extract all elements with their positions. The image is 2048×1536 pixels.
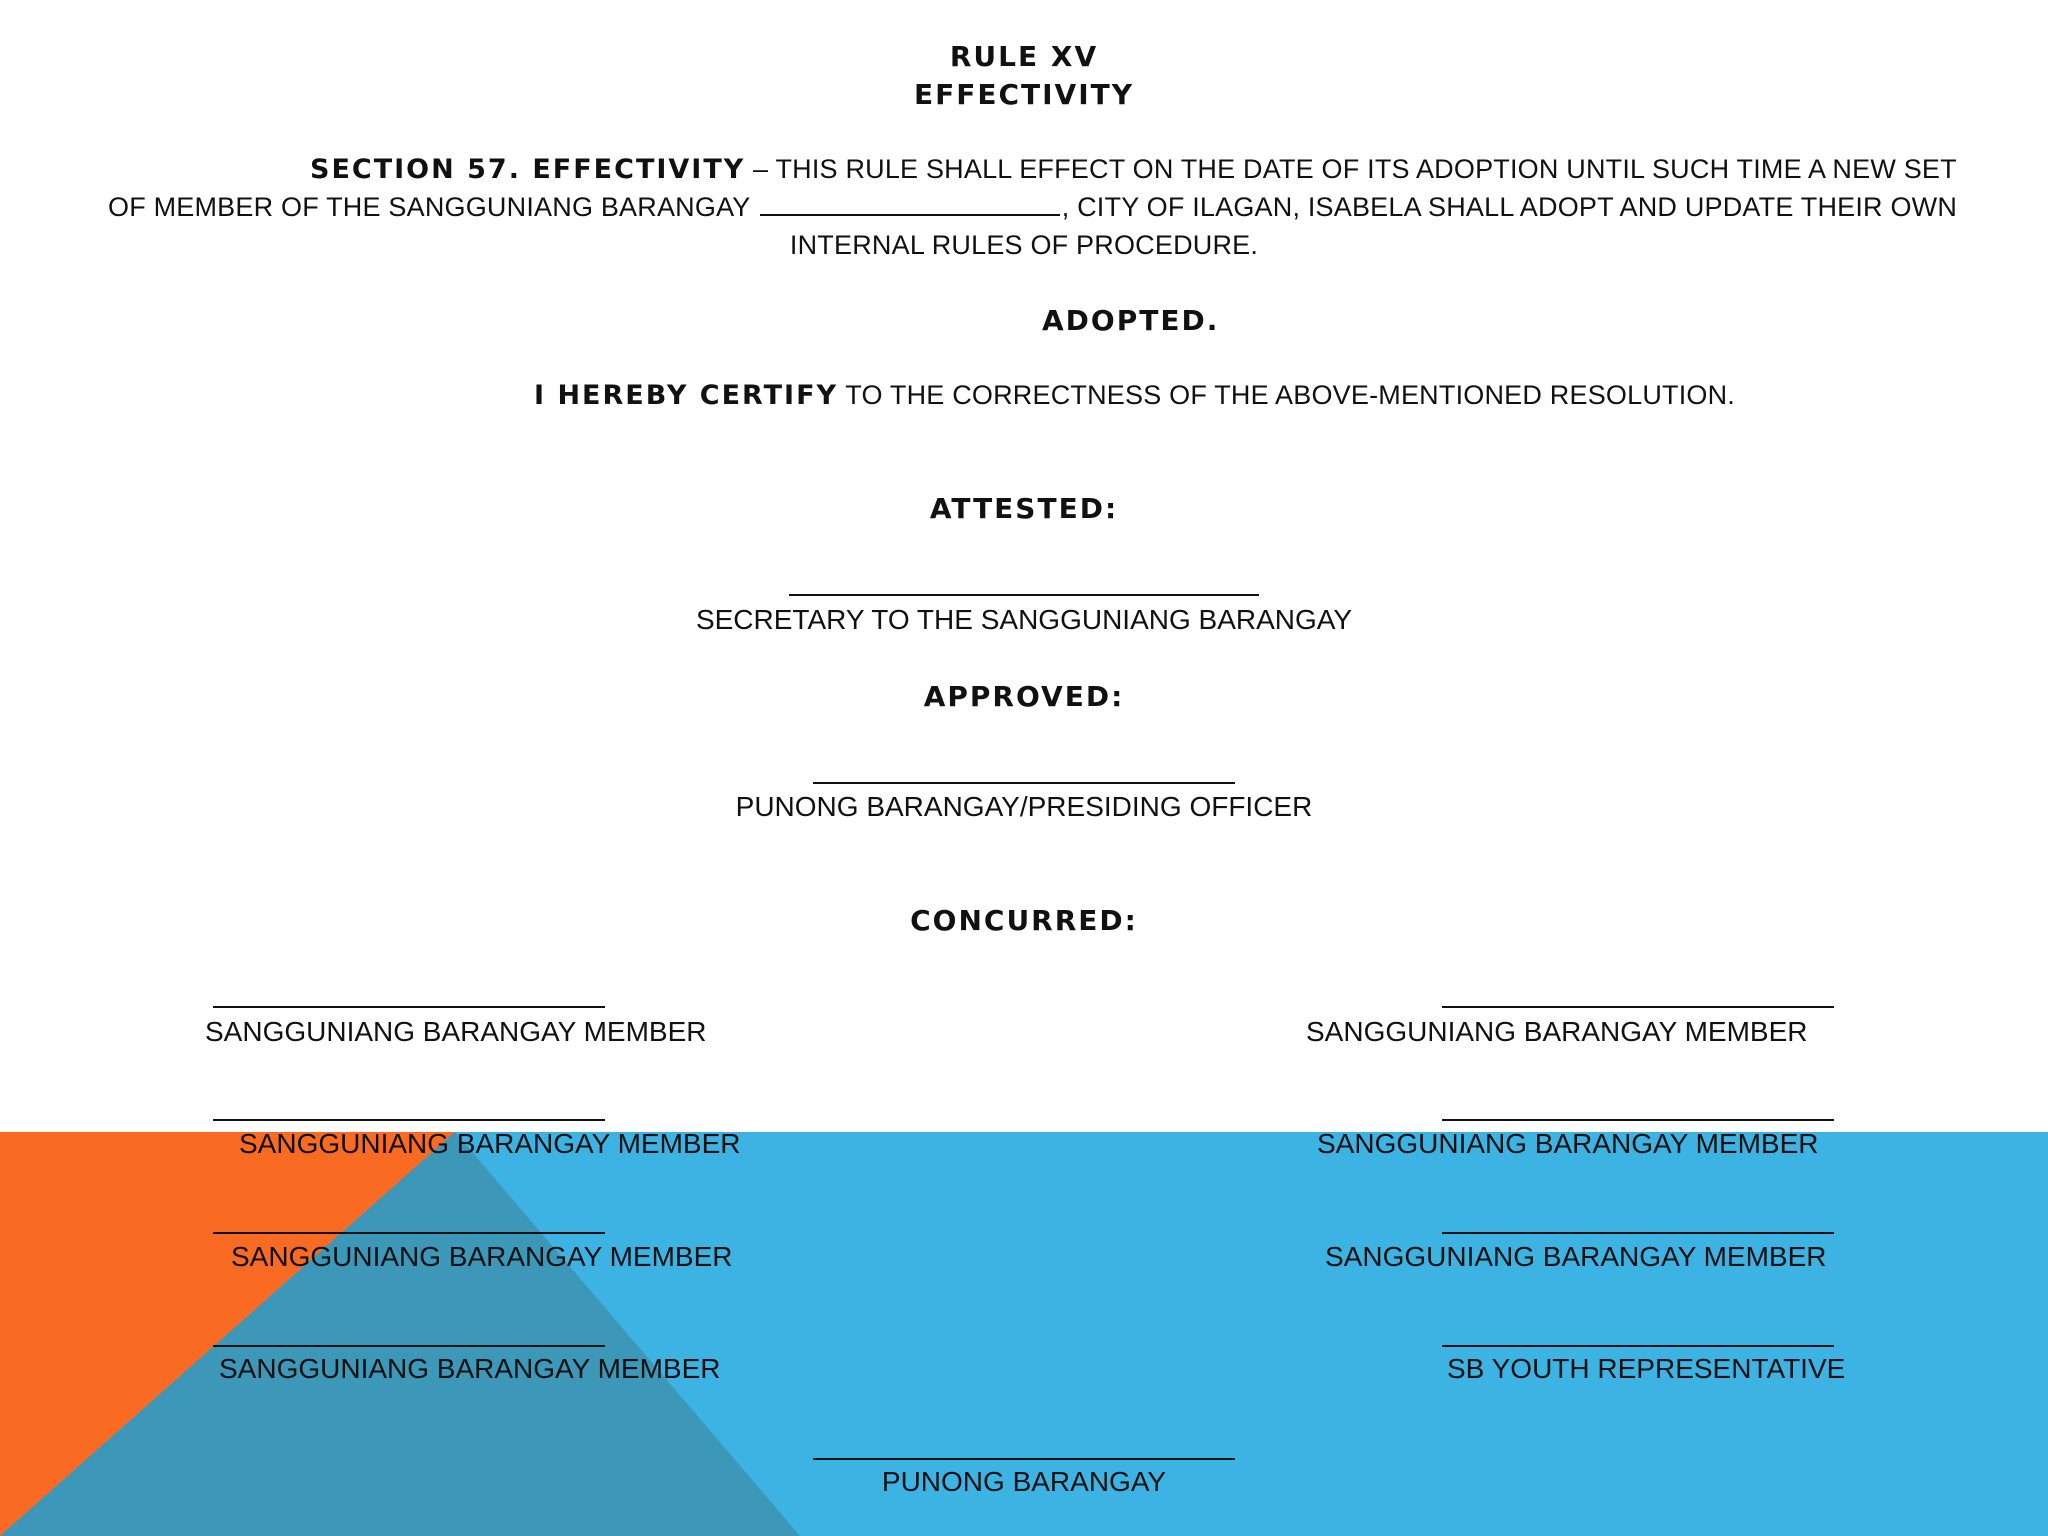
section-text-3: INTERNAL RULES OF PROCEDURE. <box>789 230 1259 260</box>
secretary-label: SECRETARY TO THE SANGGUNIANG BARANGAY <box>695 604 1353 635</box>
youth-representative-label: SB YOUTH REPRESENTATIVE <box>1447 1353 1846 1384</box>
left-member-label-2: SANGGUNIANG BARANGAY MEMBER <box>239 1128 741 1159</box>
section-text-2a: OF MEMBER OF THE SANGGUNIANG BARANGAY <box>108 192 758 222</box>
right-signature-line-4 <box>1442 1345 1834 1347</box>
section-text-2b: , CITY OF ILAGAN, ISABELA SHALL ADOPT AND UPDATE THEIR OWN <box>1061 192 1958 222</box>
left-signature-line-4 <box>213 1345 605 1347</box>
certify-bold: I HEREBY CERTIFY <box>534 380 839 411</box>
section-heading: SECTION 57. EFFECTIVITY <box>310 154 746 185</box>
right-signature-line-2 <box>1442 1119 1834 1121</box>
certify-text: TO THE CORRECTNESS OF THE ABOVE-MENTIONED RESOLUTION. <box>838 380 1736 410</box>
attested-heading: ATTESTED: <box>929 492 1119 525</box>
punong-barangay-label: PUNONG BARANGAY <box>881 1466 1167 1497</box>
left-member-label-1: SANGGUNIANG BARANGAY MEMBER <box>205 1016 707 1047</box>
rule-subtitle: EFFECTIVITY <box>913 78 1135 111</box>
right-member-label-1: SANGGUNIANG BARANGAY MEMBER <box>1306 1016 1808 1047</box>
concurred-heading: CONCURRED: <box>910 904 1138 937</box>
section-line-1 <box>310 154 1957 185</box>
certify-line <box>534 380 1735 411</box>
section-text-1: – THIS RULE SHALL EFFECT ON THE DATE OF ITS ADOPTION UNTIL SUCH TIME A NEW SET <box>745 154 1957 184</box>
right-member-label-3: SANGGUNIANG BARANGAY MEMBER <box>1325 1241 1827 1272</box>
punong-barangay-signature-line <box>813 1458 1235 1460</box>
adopted-label: ADOPTED. <box>1042 304 1220 337</box>
left-signature-line-3 <box>213 1232 605 1234</box>
secretary-signature-line <box>789 594 1259 596</box>
barangay-name-blank <box>760 214 1060 216</box>
presiding-officer-signature-line <box>813 782 1235 784</box>
left-signature-line-2 <box>213 1119 605 1121</box>
presiding-officer-label: PUNONG BARANGAY/PRESIDING OFFICER <box>735 791 1313 822</box>
rule-title: RULE XV <box>949 40 1099 73</box>
left-signature-line-1 <box>213 1006 605 1008</box>
section-line-2 <box>108 192 1957 223</box>
right-signature-line-1 <box>1442 1006 1834 1008</box>
left-member-label-3: SANGGUNIANG BARANGAY MEMBER <box>231 1241 733 1272</box>
right-member-label-2: SANGGUNIANG BARANGAY MEMBER <box>1317 1128 1819 1159</box>
approved-heading: APPROVED: <box>923 680 1125 713</box>
left-member-label-4: SANGGUNIANG BARANGAY MEMBER <box>219 1353 721 1384</box>
right-signature-line-3 <box>1442 1232 1834 1234</box>
